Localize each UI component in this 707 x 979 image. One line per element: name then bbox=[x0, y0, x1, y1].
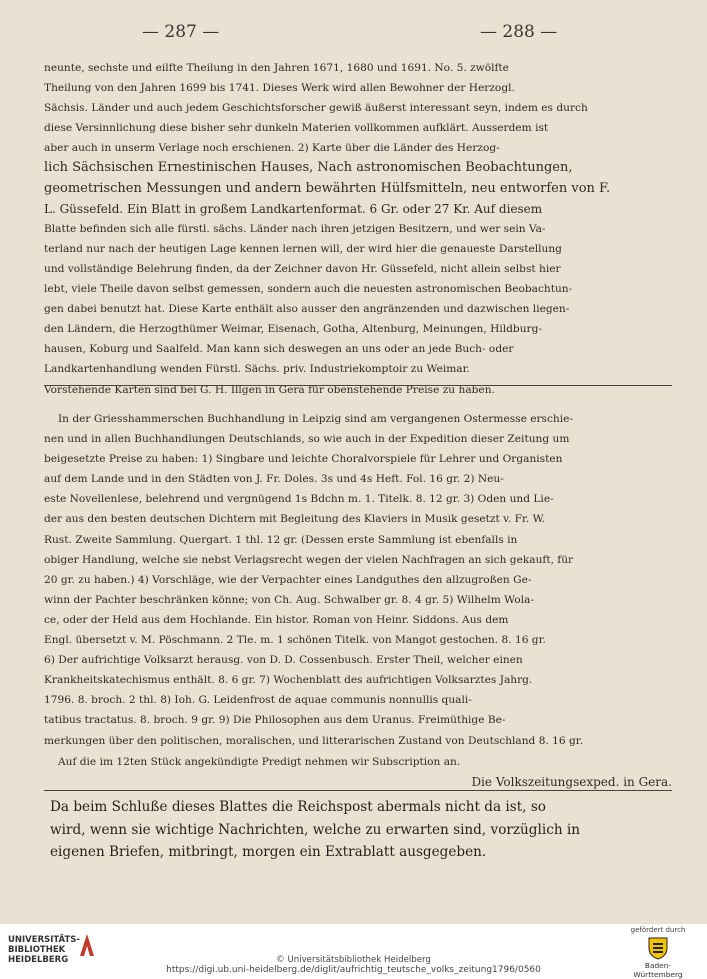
source-link[interactable]: https://digi.ub.uni-heidelberg.de/diglit/aufrichtig_teutsche_volks_zeitung1796/0560 bbox=[166, 965, 541, 975]
text-line: aber auch in unserm Verlage noch erschienen. 2) Karte über die Länder des Herzog- bbox=[44, 142, 500, 155]
text-line: wird, wenn sie wichtige Nachrichten, welche zu erwarten sind, vorzüglich in bbox=[50, 821, 580, 838]
text-line: 1796. 8. broch. 2 thl. 8) Ioh. G. Leidenfrost de aquae communis nonnullis quali- bbox=[44, 694, 472, 707]
text-line: Rust. Zweite Sammlung. Quergart. 1 thl. 12 gr. (Dessen erste Sammlung ist ebenfalls in bbox=[44, 533, 518, 546]
subscription-notice bbox=[44, 752, 672, 792]
text-line: lebt, viele Theile davon selbst gemessen, sondern auch die neuesten astronomischen Beobachtun- bbox=[44, 283, 573, 296]
text-line: lich Sächsischen Ernestinischen Hauses, Nach astronomischen Beobachtungen, bbox=[44, 160, 573, 176]
crest-icon bbox=[647, 936, 669, 960]
text-line: eigenen Briefen, mitbringt, morgen ein Extrablatt ausgegeben. bbox=[50, 844, 487, 860]
text-line: este Novellenlese, belehrend und vergnügend 1s Bdchn m. 1. Titelk. 8. 12 gr. 3) Oden und Lie- bbox=[44, 493, 554, 506]
page-number-right: — 288 — bbox=[480, 22, 558, 42]
divider-rule bbox=[44, 385, 672, 386]
text-line: Sächsis. Länder und auch jedem Geschichtsforscher gewiß äußerst interessant seyn, indem es durch bbox=[44, 102, 588, 115]
text-line: obiger Handlung, welche sie nebst Verlagsrecht wegen der vielen Nachfragen an sich gekauft, für bbox=[44, 553, 574, 566]
text-line: Krankheitskatechismus enthält. 8. 6 gr. 7) Wochenblatt des aufrichtigen Volksarztes Jahrg. bbox=[44, 674, 533, 687]
text-line: 20 gr. zu haben.) 4) Vorschläge, wie der Verpachter eines Landguthes den allzugroßen Ge- bbox=[44, 573, 532, 586]
text-line: Vorstehende Karten sind bei G. H. Illgen in Gera für obenstehende Preise zu haben. bbox=[44, 383, 495, 396]
text-line: und vollständige Belehrung finden, da der Zeichner davon Hr. Güssefeld, nicht allein selbst hier bbox=[44, 262, 561, 275]
library-name-line: UNIVERSITÄTS- bbox=[8, 935, 80, 945]
text-line: der aus den besten deutschen Dichtern mit Begleitung des Klaviers in Musik gesetzt v. Fr. W. bbox=[44, 513, 545, 526]
funded-by-label: gefördert durch bbox=[630, 926, 686, 934]
funder-name: Baden-Württemberg bbox=[633, 961, 683, 979]
funder-logo[interactable] bbox=[623, 926, 693, 979]
divider-rule bbox=[44, 790, 672, 791]
text-line: winn der Pachter beschränken könne; von Ch. Aug. Schwalber gr. 8. 4 gr. 5) Wilhelm Wola- bbox=[44, 593, 534, 606]
post-notice bbox=[50, 796, 670, 864]
footer bbox=[0, 924, 707, 979]
text-line: beigesetzte Preise zu haben: 1) Singbare und leichte Choralvorspiele für Lehrer und Organisten bbox=[44, 453, 563, 466]
text-line: Da beim Schluße dieses Blattes die Reichspost abermals nicht da ist, so bbox=[50, 799, 546, 815]
text-line: diese Versinnlichung diese bisher sehr dunkeln Materien vollkommen aufklärt. Ausserdem ist bbox=[44, 122, 549, 135]
text-line: geometrischen Messungen und andern bewährten Hülfsmitteln, neu entworfen von F. bbox=[44, 180, 611, 196]
text-line: tatibus tractatus. 8. broch. 9 gr. 9) Die Philosophen aus dem Uranus. Freimüthige Be- bbox=[44, 714, 506, 727]
text-line: Engl. übersetzt v. M. Pöschmann. 2 Tle. m. 1 schönen Titelk. von Mangot gestochen. 8. 16 gr. bbox=[44, 634, 546, 647]
article-text-2 bbox=[44, 409, 672, 751]
text-line: Landkartenhandlung wenden Fürstl. Sächs. priv. Industriekomptoir zu Weimar. bbox=[44, 363, 470, 376]
library-name-line: BIBLIOTHEK bbox=[8, 945, 66, 955]
text-line: merkungen über den politischen, moralischen, und litterarischen Zustand von Deutschland 8. 16 gr. bbox=[44, 734, 584, 747]
text-line: ce, oder der Held aus dem Hochlande. Ein histor. Roman von Heinr. Siddons. Aus dem bbox=[44, 613, 509, 626]
text-line: auf dem Lande und in den Städten von J. Fr. Doles. 3s und 4s Heft. Fol. 16 gr. 2) Neu- bbox=[44, 473, 504, 486]
text-line: den Ländern, die Herzogthümer Weimar, Eisenach, Gotha, Altenburg, Meinungen, Hildburg- bbox=[44, 323, 542, 336]
text-line: Auf die im 12ten Stück angekündigte Predigt nehmen wir Subscription an. bbox=[58, 756, 461, 768]
page-number-left: — 287 — bbox=[142, 22, 220, 42]
text-line: In der Griesshammerschen Buchhandlung in Leipzig sind am vergangenen Ostermesse erschie- bbox=[58, 413, 573, 425]
text-line: hausen, Koburg und Saalfeld. Man kann sich deswegen an uns oder an jede Buch- oder bbox=[44, 343, 514, 356]
text-line: gen dabei benutzt hat. Diese Karte enthält also ausser den angränzenden und dazwischen liegen- bbox=[44, 303, 570, 316]
text-line: 6) Der aufrichtige Volksarzt herausg. von D. D. Cossenbusch. Erster Theil, welcher einen bbox=[44, 654, 523, 667]
footer-copyright bbox=[0, 955, 707, 975]
copyright-text: © Universitätsbibliothek Heidelberg bbox=[276, 955, 431, 965]
text-line: terland nur nach der heutigen Lage kennen lernen will, der wird hier die genaueste Darstellung bbox=[44, 242, 562, 255]
text-line: neunte, sechste und eilfte Theilung in den Jahren 1671, 1680 und 1691. No. 5. zwölfte bbox=[44, 62, 509, 74]
text-line: Die Volkszeitungsexped. in Gera. bbox=[471, 775, 672, 790]
library-name-line: HEIDELBERG bbox=[8, 955, 69, 965]
article-text-1 bbox=[44, 58, 672, 400]
text-line: L. Güssefeld. Ein Blatt in großem Landkartenformat. 6 Gr. oder 27 Kr. Auf diesem bbox=[44, 201, 543, 216]
text-line: Blatte befinden sich alle fürstl. sächs. Länder nach ihren jetzigen Besitzern, und wer sein Va- bbox=[44, 222, 546, 235]
text-line: nen und in allen Buchhandlungen Deutschlands, so wie auch in der Expedition dieser Zeitung um bbox=[44, 433, 570, 446]
text-line: Theilung von den Jahren 1699 bis 1741. Dieses Werk wird allen Bewohner der Herzogl. bbox=[44, 82, 515, 95]
